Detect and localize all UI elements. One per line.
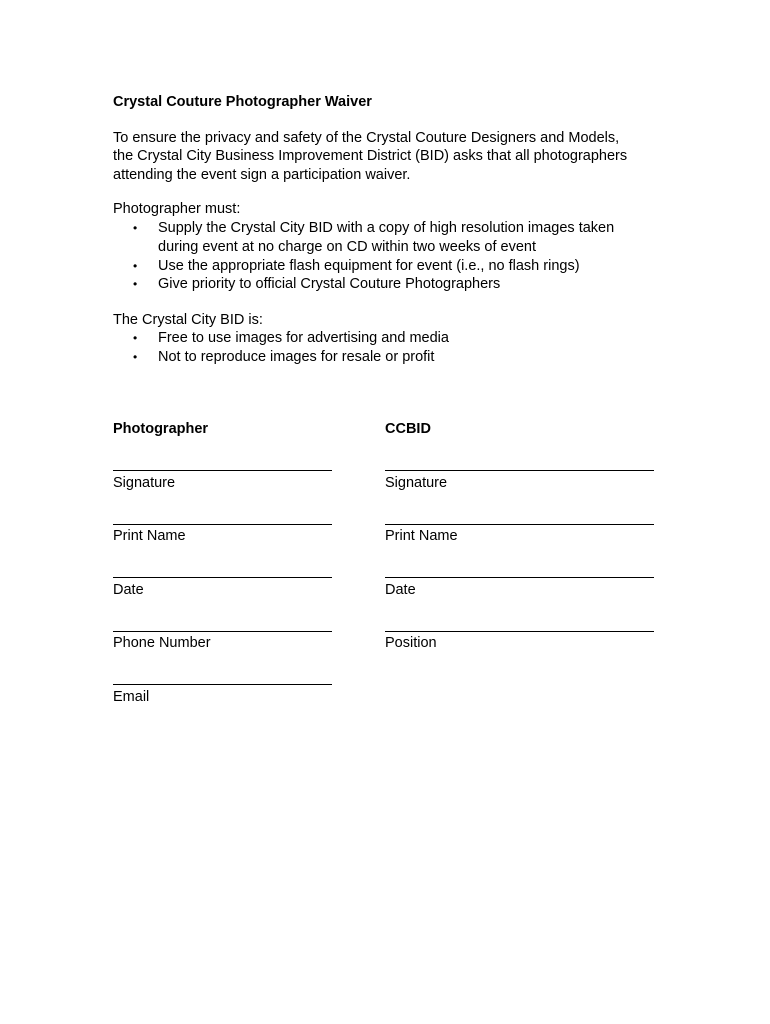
photographer-print-name-label: Print Name [113,528,186,544]
list-item [131,219,614,257]
ccbid-position-label: Position [385,635,437,651]
photographer-date-line[interactable] [113,577,332,578]
photographer-date-label: Date [113,582,144,598]
ccbid-date-line[interactable] [385,577,654,578]
list-item [131,275,614,294]
photographer-requirements-heading: Photographer must: [113,201,241,217]
photographer-email-line[interactable] [113,684,332,685]
intro-paragraph [113,129,673,184]
list-item-text: Free to use images for advertising and media [158,330,449,346]
ccbid-date-label: Date [385,582,416,598]
bid-terms-heading: The Crystal City BID is: [113,312,263,328]
ccbid-signature-label: Signature [385,475,448,491]
bullet-icon: • [133,277,138,292]
list-item [131,329,449,348]
photographer-print-name-line[interactable] [113,524,332,525]
photographer-column-heading: Photographer [113,421,209,437]
ccbid-signature-line[interactable] [385,470,654,471]
photographer-phone-line[interactable] [113,631,332,632]
list-item-text: Supply the Crystal City BID with a copy of high resolution images taken [158,220,615,236]
list-item-text: Give priority to official Crystal Couture Photographers [158,276,501,293]
photographer-requirements-list [131,219,614,294]
ccbid-position-line[interactable] [385,631,654,632]
ccbid-column-heading: CCBID [385,421,431,437]
bullet-icon: • [133,349,138,364]
list-item-text: Not to reproduce images for resale or profit [158,348,435,365]
photographer-signature-label: Signature [113,475,176,491]
bullet-icon: • [133,258,138,273]
intro-line: attending the event sign a participation waiver. [113,166,411,183]
intro-line: To ensure the privacy and safety of the Crystal Couture Designers and Models, [113,130,620,146]
photographer-phone-label: Phone Number [113,635,211,651]
list-item-text: during event at no charge on CD within two weeks of event [158,238,537,255]
bid-terms-list [131,329,449,367]
ccbid-print-name-label: Print Name [385,528,458,544]
photographer-signature-line[interactable] [113,470,332,471]
ccbid-print-name-line[interactable] [385,524,654,525]
bullet-icon: • [133,221,138,235]
list-item [131,257,614,276]
list-item-text: Use the appropriate flash equipment for event (i.e., no flash rings) [158,257,580,274]
photographer-email-label: Email [113,689,150,705]
list-item [131,348,449,367]
bullet-icon: • [133,331,138,345]
document-title: Crystal Couture Photographer Waiver [113,94,372,110]
intro-line: the Crystal City Business Improvement District (BID) asks that all photographers [113,148,628,165]
